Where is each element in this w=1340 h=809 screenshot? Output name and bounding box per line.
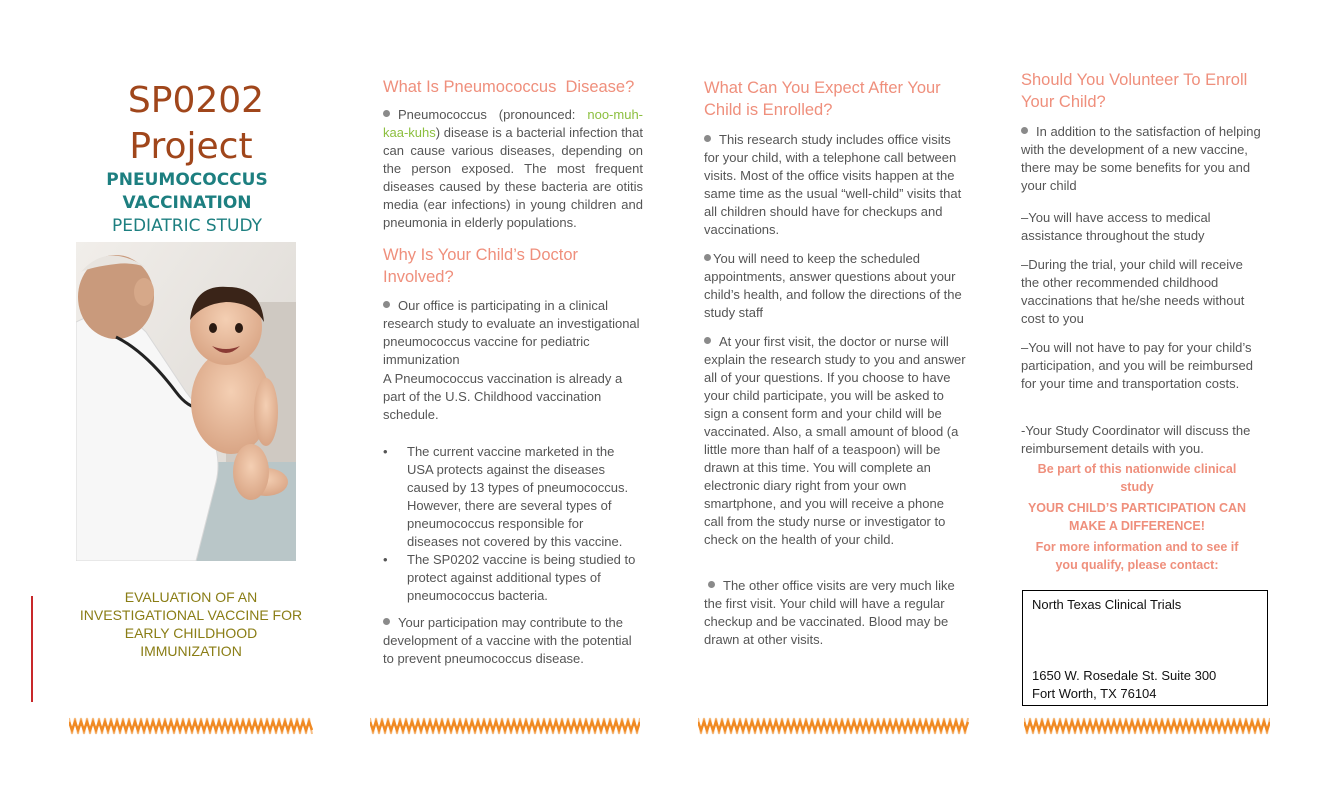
expect-item-other-visits xyxy=(704,577,966,649)
paragraph-your-participation xyxy=(383,614,645,668)
expect-item-first-visit xyxy=(704,333,966,549)
evaluation-line3: EARLY CHILDHOOD xyxy=(124,625,258,641)
heading-should-you-volunteer: Should You Volunteer To Enroll Your Child? xyxy=(1021,71,1248,111)
heading-what-to-expect: What Can You Expect After Your Child is Enrolled? xyxy=(704,79,941,119)
bullet-icon xyxy=(383,618,390,625)
cover-subtitle-line1: PNEUMOCOCCUS xyxy=(106,170,268,190)
bullet-icon xyxy=(704,135,711,142)
evaluation-line4: IMMUNIZATION xyxy=(140,643,242,659)
expect-text: This research study includes office visits for your child, with a telephone call between visits. Most of the office visits happen at the same time as the usual “well-child” visits that all children should have for checkups and vaccinations. xyxy=(704,132,962,237)
contact-address-line2: Fort Worth, TX 76104 xyxy=(1032,686,1157,701)
cover-title xyxy=(76,78,316,170)
zigzag-svg xyxy=(1024,715,1270,737)
intro-text: In addition to the satisfaction of helping with the development of a new vaccine, there may be some benefits for you and your child xyxy=(1021,124,1261,193)
paragraph-office-participating xyxy=(383,297,643,369)
definition-text-post: ) disease is a bacterial infection that can cause various diseases, depending on the person exposed. The most frequent diseases caused by these bacteria are otitis media (ear infections) in young children and pneumonia in elderly populations. xyxy=(383,125,643,230)
volunteer-intro xyxy=(1021,123,1271,195)
bullet-icon xyxy=(708,581,715,588)
definition-text-pre: Pneumococcus (pronounced: xyxy=(398,107,588,122)
paragraph-pneumococcus-definition xyxy=(383,106,643,232)
doctor-examining-baby-photo xyxy=(76,242,296,561)
expect-text: You will need to keep the scheduled appointments, answer questions about your child’s health, and follow the directions of the study staff xyxy=(704,251,962,320)
photo-illustration xyxy=(76,242,296,561)
zigzag-svg xyxy=(370,715,640,737)
evaluation-line2: INVESTIGATIONAL VACCINE FOR xyxy=(79,607,303,623)
benefit-item-medical: –You will have access to medical assistance throughout the study xyxy=(1021,210,1211,243)
bullet-icon xyxy=(704,254,711,261)
expect-text: At your first visit, the doctor or nurse will explain the research study to you and answer all of your questions. If you choose to have your child participate, you will be asked to sign a consent form and your child will be vaccinated. Also, a small amount of blood (a little more than half of a teaspoon) will be drawn at this time. You will complete an electronic diary right from your own smartphone, and you will receive a phone call from the study nurse or investigator to check on the health of your child. xyxy=(704,334,966,547)
pronunciation-text: noo-muh-kaa-kuhs xyxy=(383,107,643,140)
paragraph-already-part-of-schedule: A Pneumococcus vaccination is already a part of the U.S. Childhood vaccination schedule. xyxy=(383,371,623,422)
benefit-item-reimbursed: –You will not have to pay for your child’s participation, and you will be reimbursed for your time and transportation costs. xyxy=(1021,340,1253,391)
contact-box xyxy=(1022,590,1268,706)
contact-name: North Texas Clinical Trials xyxy=(1032,597,1182,612)
cta-make-a-difference: YOUR CHILD’S PARTICIPATION CAN MAKE A DIFFERENCE! xyxy=(1027,501,1247,533)
zigzag-inner-stroke xyxy=(1024,722,1270,730)
expect-text: The other office visits are very much like the first visit. Your child will have a regular checkup and be vaccinated. Blood may be drawn at other visits. xyxy=(704,578,955,647)
benefit-item-coordinator: -Your Study Coordinator will discuss the reimbursement details with you. xyxy=(1021,423,1251,456)
orange-zigzag-divider xyxy=(370,715,640,737)
orange-zigzag-divider xyxy=(698,715,970,737)
panel-cover xyxy=(0,0,340,809)
cover-title-line1: SP0202 xyxy=(127,80,265,121)
zigzag-inner-stroke xyxy=(698,722,968,730)
orange-zigzag-divider xyxy=(1024,715,1270,737)
cover-subtitle-line3: PEDIATRIC STUDY xyxy=(111,216,263,236)
contact-address-line1: 1650 W. Rosedale St. Suite 300 xyxy=(1032,668,1217,683)
participation-text: Your participation may contribute to the development of a vaccine with the potential to prevent pneumococcus disease. xyxy=(383,615,632,666)
bullet-icon xyxy=(383,301,390,308)
cta-more-information: For more information and to see if you qualify, please contact: xyxy=(1035,540,1239,572)
benefit-item-vaccinations: –During the trial, your child will receive the other recommended childhood vaccinations that he/she needs without cost to you xyxy=(1021,257,1245,326)
cta-nationwide-study: Be part of this nationwide clinical study xyxy=(1037,462,1237,494)
zigzag-inner-stroke xyxy=(370,722,640,730)
cover-title-line2: Project xyxy=(129,126,253,167)
cover-subtitle xyxy=(76,169,298,238)
list-item: • The current vaccine marketed in the USA protects against the diseases caused by 13 types of pneumococcus. However, there are several types of pneumococcus responsible for diseases not covered by this vaccine. xyxy=(383,443,643,551)
expect-item-office-visits xyxy=(704,131,966,239)
zigzag-inner-stroke xyxy=(69,722,312,730)
list-item: • The SP0202 vaccine is being studied to protect against additional types of pneumococcus bacteria. xyxy=(383,551,643,605)
cover-subtitle-line2: VACCINATION xyxy=(122,193,252,213)
bullet-icon xyxy=(383,110,390,117)
heading-why-doctor-involved: Why Is Your Child’s Doctor Involved? xyxy=(383,246,579,286)
evaluation-caption xyxy=(70,588,312,660)
zigzag-svg xyxy=(698,715,970,737)
bullet-icon xyxy=(704,337,711,344)
bullet-icon xyxy=(1021,127,1028,134)
red-vertical-rule xyxy=(31,596,33,702)
heading-what-is-pneumococcus: What Is Pneumococcus Disease? xyxy=(383,78,635,96)
expect-item-appointments xyxy=(704,250,966,322)
vaccine-facts-list xyxy=(383,443,643,605)
zigzag-svg xyxy=(69,715,313,737)
office-participating-text: Our office is participating in a clinical research study to evaluate an investigational pneumococcus vaccine for pediatric immunization xyxy=(383,298,640,367)
orange-zigzag-divider xyxy=(69,715,313,737)
evaluation-line1: EVALUATION OF AN xyxy=(124,589,258,605)
